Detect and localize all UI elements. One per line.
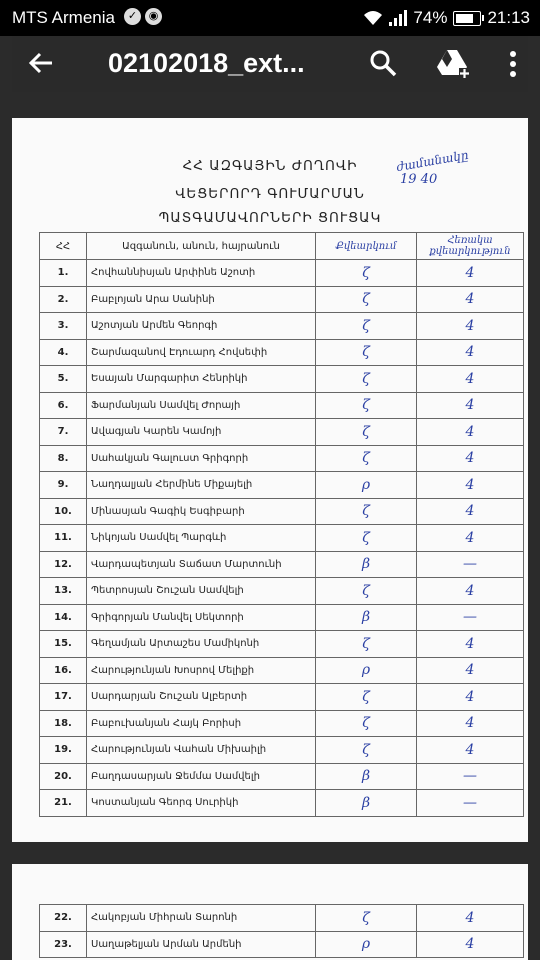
row-remote-vote-mark: 4 — [417, 525, 524, 552]
row-number: 4. — [40, 339, 87, 366]
notification-icons — [124, 8, 162, 25]
search-icon[interactable] — [368, 48, 398, 78]
row-number: 1. — [40, 260, 87, 287]
deputies-table-continued — [39, 904, 524, 958]
row-number: 21. — [40, 790, 87, 817]
row-name: Եսայան Մարգարիտ Հենրիկի — [87, 366, 316, 393]
table-row — [40, 657, 524, 684]
row-number: 15. — [40, 631, 87, 658]
shield-icon: ◉ — [145, 8, 162, 25]
row-remote-vote-mark: — — [417, 551, 524, 578]
table-row — [40, 472, 524, 499]
row-vote-mark: ζ — [316, 631, 417, 658]
table-row — [40, 339, 524, 366]
table-row — [40, 498, 524, 525]
row-remote-vote-mark: 4 — [417, 366, 524, 393]
row-number: 13. — [40, 578, 87, 605]
row-remote-vote-mark: 4 — [417, 260, 524, 287]
row-name: Սահակյան Գալուստ Գրիգորի — [87, 445, 316, 472]
row-name: Պետրոսյան Շուշան Սամվելի — [87, 578, 316, 605]
row-number: 5. — [40, 366, 87, 393]
row-name: Աշոտյան Արմեն Գեորգի — [87, 313, 316, 340]
table-row — [40, 763, 524, 790]
row-number: 10. — [40, 498, 87, 525]
wifi-icon — [363, 10, 383, 26]
row-remote-vote-mark: 4 — [417, 578, 524, 605]
row-vote-mark: β — [316, 763, 417, 790]
col-name-header: Ազգանուն, անուն, հայրանուն — [87, 233, 316, 260]
row-remote-vote-mark: 4 — [417, 472, 524, 499]
table-header-row — [40, 233, 524, 260]
status-bar — [0, 0, 540, 36]
row-vote-mark: ζ — [316, 419, 417, 446]
col-vote-header: Քվեարկում — [316, 233, 417, 260]
row-number: 7. — [40, 419, 87, 446]
row-name: Ավագյան Կարեն Կամոյի — [87, 419, 316, 446]
row-remote-vote-mark: 4 — [417, 498, 524, 525]
row-remote-vote-mark: 4 — [417, 710, 524, 737]
row-vote-mark: ζ — [316, 313, 417, 340]
heading-line-1: ՀՀ ԱԶԳԱՅԻՆ ԺՈՂՈՎԻ — [182, 158, 358, 174]
row-remote-vote-mark: 4 — [417, 905, 524, 932]
battery-icon — [453, 11, 481, 26]
table-row — [40, 419, 524, 446]
row-number: 3. — [40, 313, 87, 340]
row-name: Հարությունյան Խոսրով Մելիքի — [87, 657, 316, 684]
row-remote-vote-mark: 4 — [417, 737, 524, 764]
row-name: Նիկոյան Սամվել Պարգևի — [87, 525, 316, 552]
row-vote-mark: ζ — [316, 525, 417, 552]
table-row — [40, 905, 524, 932]
carrier-name: MTS Armenia — [12, 8, 115, 27]
row-vote-mark: ζ — [316, 260, 417, 287]
document-page-1 — [12, 118, 528, 842]
battery-percent: 74% — [413, 8, 448, 27]
document-title: 02102018_ext... — [108, 48, 305, 78]
row-remote-vote-mark: — — [417, 604, 524, 631]
more-options-icon[interactable] — [506, 50, 520, 78]
row-name: Մինասյան Գագիկ Եսգիբարի — [87, 498, 316, 525]
row-remote-vote-mark: 4 — [417, 339, 524, 366]
row-number: 22. — [40, 905, 87, 932]
table-row — [40, 366, 524, 393]
row-name: Շարմազանով Էդուարդ Հովսեփի — [87, 339, 316, 366]
row-vote-mark: ζ — [316, 737, 417, 764]
row-name: Գեղամյան Արտաշես Մամիկոնի — [87, 631, 316, 658]
row-name: Հարությունյան Վահան Միխաիլի — [87, 737, 316, 764]
table-row — [40, 931, 524, 958]
row-vote-mark: ζ — [316, 710, 417, 737]
row-remote-vote-mark: 4 — [417, 657, 524, 684]
row-name: Գրիգորյան Մանվել Սեկտորի — [87, 604, 316, 631]
row-number: 9. — [40, 472, 87, 499]
table-row — [40, 445, 524, 472]
row-vote-mark: β — [316, 790, 417, 817]
row-vote-mark: ζ — [316, 905, 417, 932]
status-right — [363, 8, 530, 28]
row-vote-mark: ζ — [316, 339, 417, 366]
table-row — [40, 604, 524, 631]
row-name: Կոստանյան Գեորգ Սուրիկի — [87, 790, 316, 817]
table-row — [40, 710, 524, 737]
row-number: 6. — [40, 392, 87, 419]
row-name: Հովհաննիսյան Արփինե Աշոտի — [87, 260, 316, 287]
heading-line-3: ՊԱՏԳԱՄԱՎՈՐՆԵՐԻ ՑՈՒՑԱԿ — [158, 210, 382, 226]
row-name: Նաղդալյան Հերմինե Միքայելի — [87, 472, 316, 499]
add-to-drive-icon[interactable] — [436, 48, 470, 80]
heading-line-2: ՎԵՑԵՐՈՐԴ ԳՈՒՄԱՐՄԱՆ — [175, 186, 365, 202]
col-remote-vote-header: Հեռակա քվեարկություն — [417, 233, 524, 260]
row-number: 18. — [40, 710, 87, 737]
row-vote-mark: ζ — [316, 392, 417, 419]
row-name: Բաբուխանյան Հայկ Բորիսի — [87, 710, 316, 737]
row-vote-mark: ζ — [316, 286, 417, 313]
table-row — [40, 260, 524, 287]
row-vote-mark: β — [316, 604, 417, 631]
back-arrow-icon[interactable] — [26, 48, 56, 78]
check-icon: ✓ — [124, 8, 141, 25]
table-row — [40, 525, 524, 552]
row-remote-vote-mark: 4 — [417, 286, 524, 313]
row-number: 8. — [40, 445, 87, 472]
app-bar — [12, 36, 528, 92]
handwritten-note: ժամանակը — [395, 147, 470, 175]
table-row — [40, 631, 524, 658]
row-vote-mark: ζ — [316, 498, 417, 525]
row-name: Ֆարմանյան Սամվել Ժորայի — [87, 392, 316, 419]
row-vote-mark: ζ — [316, 684, 417, 711]
table-row — [40, 286, 524, 313]
table-row — [40, 684, 524, 711]
row-vote-mark: ρ — [316, 931, 417, 958]
signal-icon — [389, 10, 407, 26]
row-number: 19. — [40, 737, 87, 764]
table-row — [40, 790, 524, 817]
row-number: 11. — [40, 525, 87, 552]
row-name: Սարդարյան Շուշան Ալբերտի — [87, 684, 316, 711]
row-vote-mark: ζ — [316, 445, 417, 472]
row-number: 14. — [40, 604, 87, 631]
row-vote-mark: ρ — [316, 472, 417, 499]
row-name: Սաղաթելյան Արման Արմենի — [87, 931, 316, 958]
row-number: 2. — [40, 286, 87, 313]
table-row — [40, 578, 524, 605]
row-vote-mark: ζ — [316, 578, 417, 605]
document-page-2 — [12, 864, 528, 960]
col-number-header: ՀՀ — [40, 233, 87, 260]
row-number: 17. — [40, 684, 87, 711]
row-number: 12. — [40, 551, 87, 578]
row-remote-vote-mark: — — [417, 763, 524, 790]
row-name: Բաբլոյան Արա Սանինի — [87, 286, 316, 313]
row-vote-mark: ζ — [316, 366, 417, 393]
row-number: 16. — [40, 657, 87, 684]
row-remote-vote-mark: 4 — [417, 419, 524, 446]
row-number: 23. — [40, 931, 87, 958]
row-number: 20. — [40, 763, 87, 790]
clock: 21:13 — [487, 8, 530, 27]
row-remote-vote-mark: 4 — [417, 313, 524, 340]
row-remote-vote-mark: — — [417, 790, 524, 817]
row-remote-vote-mark: 4 — [417, 931, 524, 958]
table-row — [40, 551, 524, 578]
row-name: Վարդապետյան Տաճատ Մարտունի — [87, 551, 316, 578]
row-remote-vote-mark: 4 — [417, 445, 524, 472]
table-row — [40, 392, 524, 419]
table-row — [40, 313, 524, 340]
deputies-table — [39, 232, 524, 817]
handwritten-year: 19 40 — [400, 172, 438, 187]
row-remote-vote-mark: 4 — [417, 684, 524, 711]
row-vote-mark: ρ — [316, 657, 417, 684]
row-vote-mark: β — [316, 551, 417, 578]
row-name: Հակոբյան Միհրան Տարոնի — [87, 905, 316, 932]
table-row — [40, 737, 524, 764]
row-remote-vote-mark: 4 — [417, 631, 524, 658]
row-name: Բաղդասարյան Ջեմմա Սամվելի — [87, 763, 316, 790]
row-remote-vote-mark: 4 — [417, 392, 524, 419]
